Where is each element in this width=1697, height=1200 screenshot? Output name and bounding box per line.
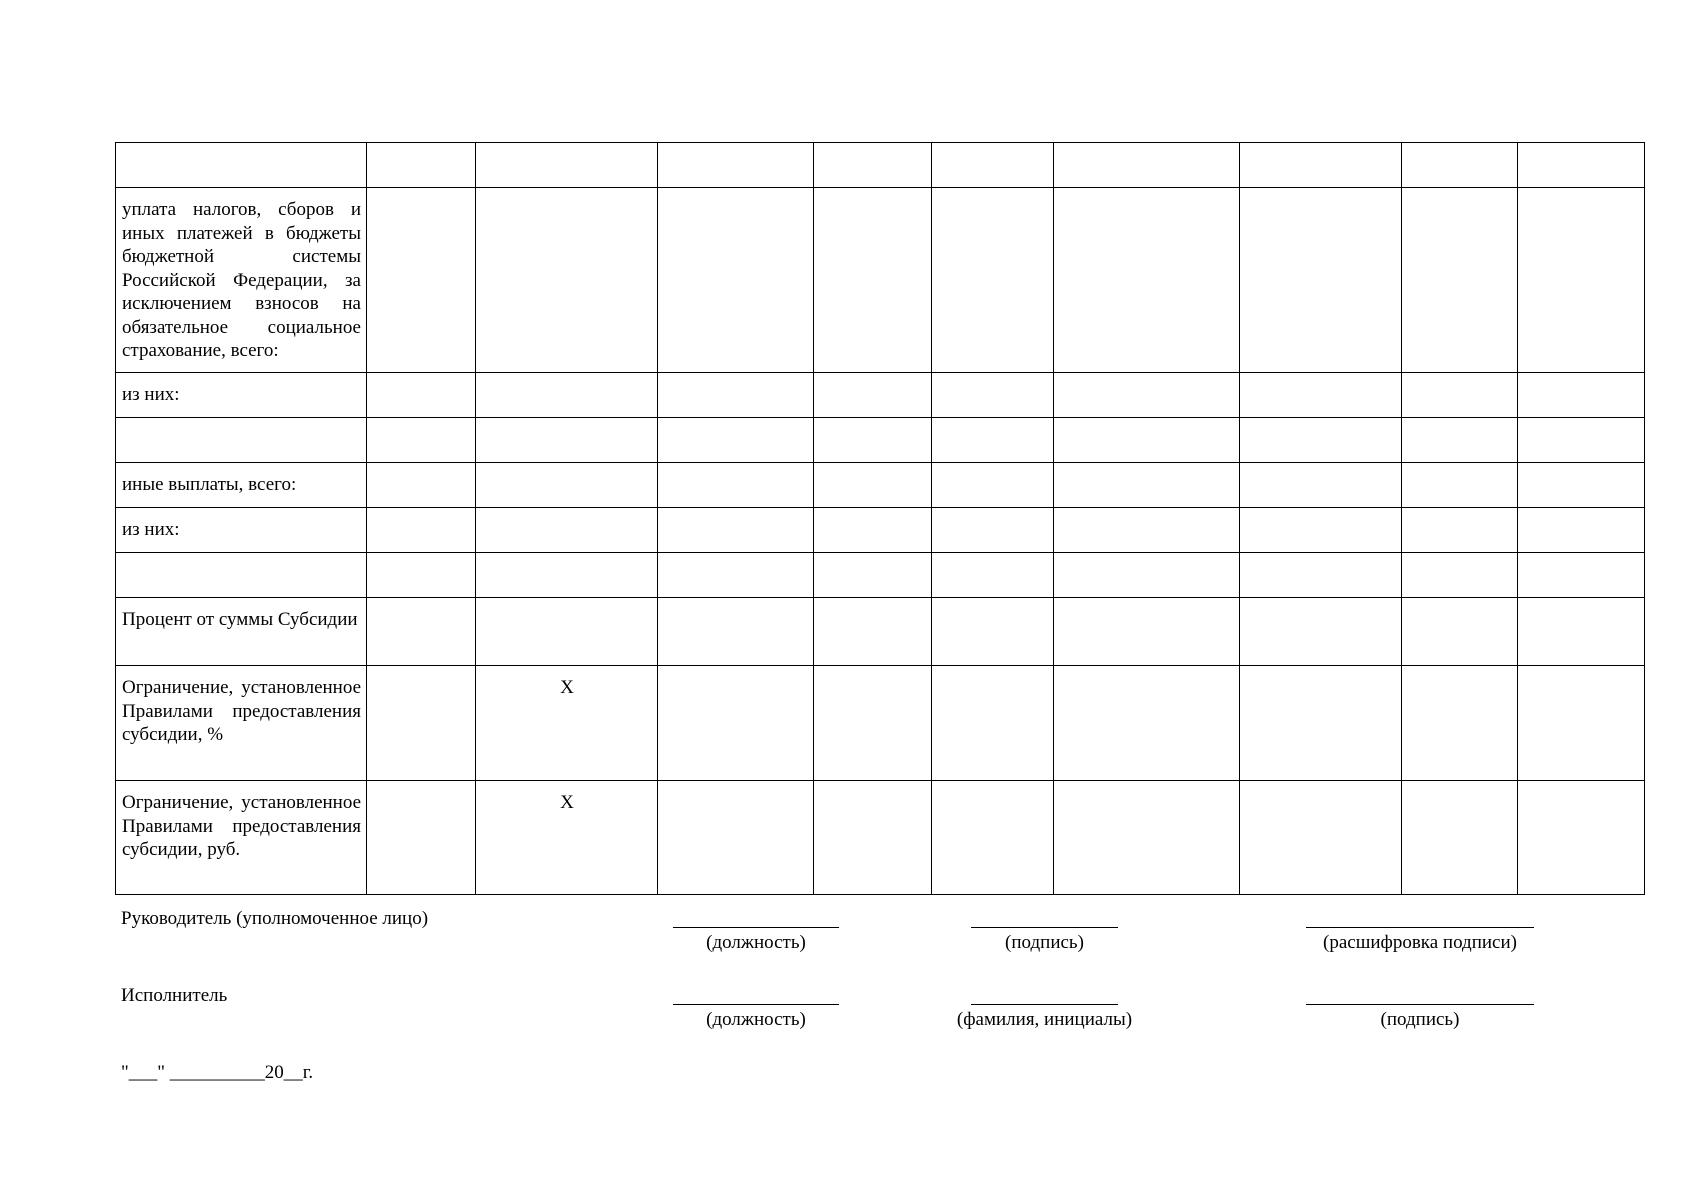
table-row <box>116 781 1645 895</box>
row-label-cell <box>116 463 367 508</box>
row-label-cell <box>116 781 367 895</box>
head-label: Руководитель (уполномоченное лицо) <box>121 908 429 929</box>
row-label: из них: <box>122 519 180 540</box>
table-row <box>116 188 1645 373</box>
table-row <box>116 418 1645 463</box>
row-label-cell <box>116 418 367 463</box>
table-row <box>116 508 1645 553</box>
date-line: "___" __________20__г. <box>121 1062 314 1083</box>
executor-sign-caption: (подпись) <box>1380 1009 1460 1030</box>
table-row <box>116 373 1645 418</box>
executor-name-line <box>971 1004 1118 1005</box>
head-decode-caption: (расшифровка подписи) <box>1323 932 1517 953</box>
row-label: уплата налогов, сборов и иных платежей в бюджеты бюджетной системы Российской Федерации, за исключением взносов на обязательное социальное страхование, всего: <box>122 199 361 361</box>
executor-name-caption: (фамилия, инициалы) <box>956 1009 1133 1030</box>
table-row <box>116 143 1645 188</box>
row-label-cell <box>116 553 367 598</box>
head-position-line <box>673 927 839 928</box>
executor-sign-line <box>1306 1004 1534 1005</box>
row-label: иные выплаты, всего: <box>122 474 297 495</box>
head-sign-line <box>971 927 1118 928</box>
x-mark-cell <box>476 781 658 895</box>
row-label-cell <box>116 666 367 781</box>
head-position-caption: (должность) <box>706 932 806 953</box>
executor-position-caption: (должность) <box>706 1009 806 1030</box>
head-sign-caption: (подпись) <box>1005 932 1084 953</box>
row-label-cell <box>116 143 367 188</box>
head-decode-line <box>1306 927 1534 928</box>
x-mark-cell <box>476 666 658 781</box>
row-label-cell <box>116 188 367 373</box>
x-mark: Х <box>560 792 574 813</box>
row-label: Ограничение, установленное Правилами предоставления субсидии, руб. <box>122 792 361 860</box>
x-mark: Х <box>560 677 574 698</box>
row-label-cell <box>116 508 367 553</box>
expenses-table <box>115 142 1645 895</box>
row-label: из них: <box>122 384 180 405</box>
row-label-cell <box>116 373 367 418</box>
row-label: Процент от суммы Субсидии <box>122 609 358 630</box>
table-row <box>116 666 1645 781</box>
table-row <box>116 598 1645 666</box>
row-label-cell <box>116 598 367 666</box>
row-label: Ограничение, установленное Правилами предоставления субсидии, % <box>122 677 361 745</box>
table-row <box>116 463 1645 508</box>
table-row <box>116 553 1645 598</box>
executor-label: Исполнитель <box>121 985 228 1006</box>
executor-position-line <box>673 1004 839 1005</box>
